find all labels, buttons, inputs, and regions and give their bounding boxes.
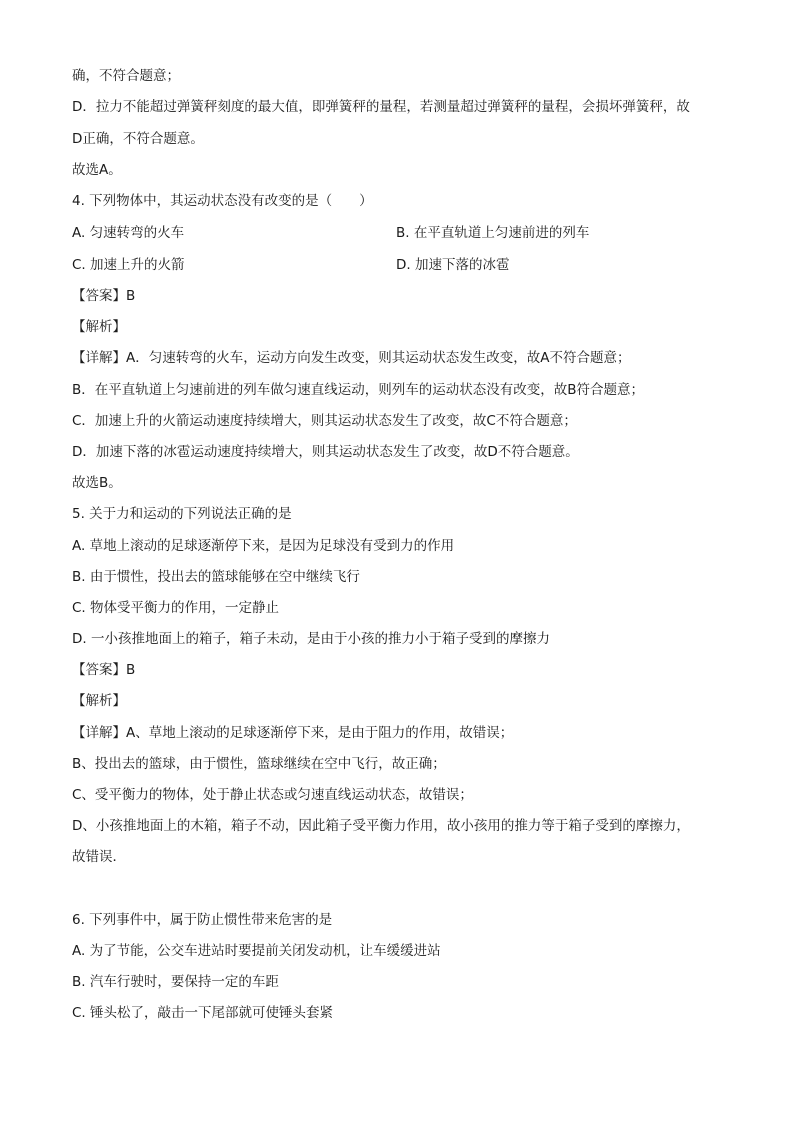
analysis-label: 【解析】 xyxy=(72,319,126,335)
text-line: D正确，不符合题意。 xyxy=(72,131,204,147)
option-a: A. 匀速转弯的火车 xyxy=(72,225,185,241)
text-line: 故选A。 xyxy=(72,162,122,178)
text-line: D．加速下落的冰雹运动速度持续增大，则其运动状态发生了改变，故D不符合题意。 xyxy=(72,444,579,460)
option-c: C. 锤头松了，敲击一下尾部就可使锤头套紧 xyxy=(72,1005,334,1021)
text-line: 故选B。 xyxy=(72,475,122,491)
option-d: D. 一小孩推地面上的箱子，箱子未动，是由于小孩的推力小于箱子受到的摩擦力 xyxy=(72,631,550,647)
text-line: D．拉力不能超过弹簧秤刻度的最大值，即弹簧秤的量程，若测量超过弹簧秤的量程，会损坏弹簧秤，故 xyxy=(72,99,690,115)
text-line: 【详解】A．匀速转弯的火车，运动方向发生改变，则其运动状态发生改变，故A不符合题意； xyxy=(72,350,631,366)
text-line: 【详解】A、草地上滚动的足球逐渐停下来，是由于阻力的作用，故错误； xyxy=(72,725,514,741)
text-line: B、投出去的篮球，由于惯性，篮球继续在空中飞行，故正确； xyxy=(72,756,446,772)
text-line: 确，不符合题意； xyxy=(72,68,180,84)
answer-label: 【答案】B xyxy=(72,662,136,678)
answer-label: 【答案】B xyxy=(72,288,136,304)
text-line: 故错误． xyxy=(72,849,126,865)
text-line: D、小孩推地面上的木箱，箱子不动，因此箱子受平衡力作用，故小孩用的推力等于箱子受到的摩擦力， xyxy=(72,818,690,834)
question-5: 5. 关于力和运动的下列说法正确的是 xyxy=(72,506,292,522)
option-d: D. 加速下落的冰雹 xyxy=(396,257,510,273)
text-line: C．加速上升的火箭运动速度持续增大，则其运动状态发生了改变，故C不符合题意； xyxy=(72,413,577,429)
question-4: 4. 下列物体中，其运动状态没有改变的是（ ） xyxy=(72,193,373,209)
option-b: B. 由于惯性，投出去的篮球能够在空中继续飞行 xyxy=(72,569,360,585)
text-line: B．在平直轨道上匀速前进的列车做匀速直线运动，则列车的运动状态没有改变，故B符合题意； xyxy=(72,382,645,398)
option-b: B. 汽车行驶时，要保持一定的车距 xyxy=(72,974,279,990)
option-c: C. 物体受平衡力的作用，一定静止 xyxy=(72,600,280,616)
analysis-label: 【解析】 xyxy=(72,693,126,709)
option-c: C. 加速上升的火箭 xyxy=(72,257,185,273)
text-line: C、受平衡力的物体，处于静止状态或匀速直线运动状态，故错误； xyxy=(72,787,473,803)
option-a: A. 草地上滚动的足球逐渐停下来，是因为足球没有受到力的作用 xyxy=(72,538,455,554)
option-b: B. 在平直轨道上匀速前进的列车 xyxy=(396,225,590,241)
question-6: 6. 下列事件中，属于防止惯性带来危害的是 xyxy=(72,912,333,928)
option-a: A. 为了节能，公交车进站时要提前关闭发动机，让车缓缓进站 xyxy=(72,943,441,959)
